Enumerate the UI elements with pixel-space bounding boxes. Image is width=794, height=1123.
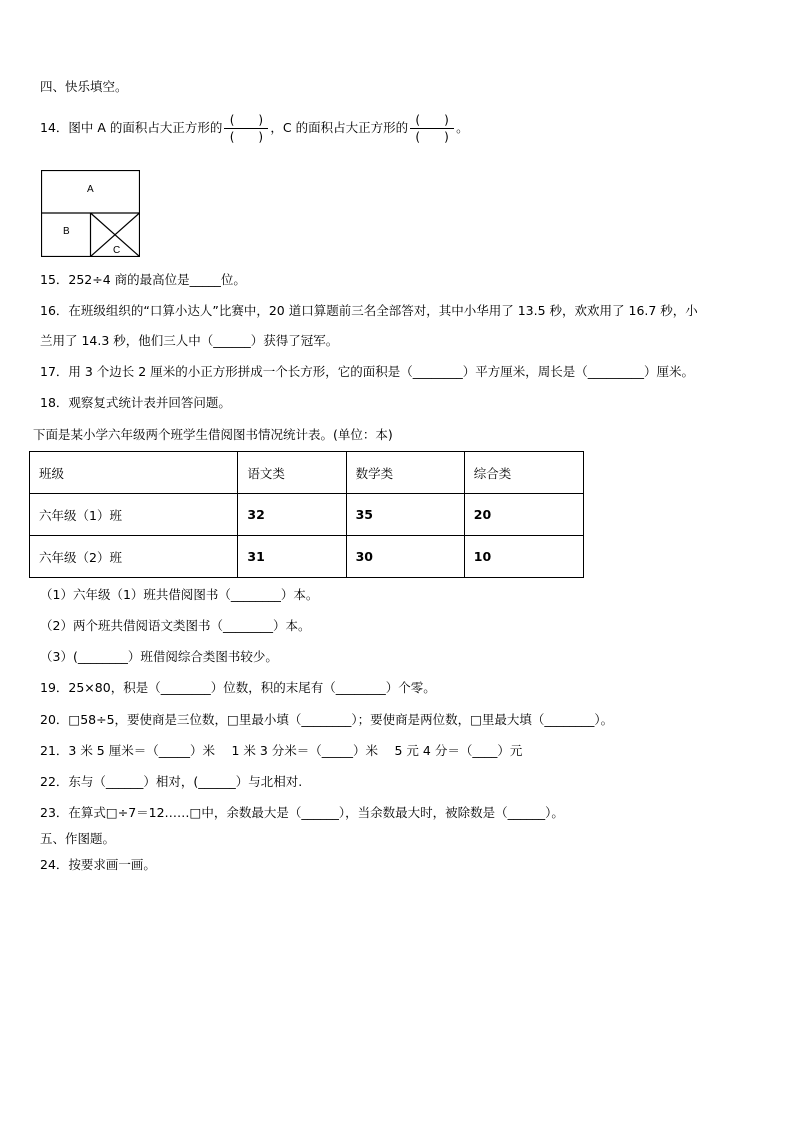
question-18-1: （1）六年级（1）班共借阅图书（________）本。 bbox=[40, 587, 319, 602]
table-row bbox=[30, 494, 584, 536]
header-chinese: 语文类 bbox=[238, 452, 346, 494]
table-header-row bbox=[30, 452, 584, 494]
cell-value: 35 bbox=[346, 494, 464, 536]
figure-label-c: C bbox=[113, 245, 121, 256]
fraction-bar bbox=[224, 128, 268, 129]
cell-value: 30 bbox=[346, 536, 464, 578]
question-16-line-2: 兰用了 14.3 秒，他们三人中（______）获得了冠军。 bbox=[40, 333, 339, 348]
header-general: 综合类 bbox=[464, 452, 583, 494]
figure-label-b: B bbox=[63, 226, 70, 237]
question-23: 23．在算式□÷7＝12……□中，余数最大是（______），当余数最大时，被除数是（______）。 bbox=[40, 805, 564, 820]
stats-table bbox=[29, 451, 584, 578]
row-class: 六年级（2）班 bbox=[30, 536, 238, 578]
question-18: 18．观察复式统计表并回答问题。 bbox=[40, 395, 231, 410]
section-5-title: 五、作图题。 bbox=[40, 831, 116, 846]
square-figure bbox=[41, 170, 140, 257]
header-math: 数学类 bbox=[346, 452, 464, 494]
cell-value: 32 bbox=[238, 494, 346, 536]
section-4-title: 四、快乐填空。 bbox=[40, 79, 128, 94]
table-row bbox=[30, 536, 584, 578]
header-class: 班级 bbox=[30, 452, 238, 494]
question-22: 22．东与（______）相对，(______）与北相对. bbox=[40, 774, 303, 789]
fraction-numerator: ( ) bbox=[229, 113, 264, 127]
fraction-numerator: ( ) bbox=[415, 113, 449, 127]
q14-text-1: 14．图中 A 的面积占大正方形的 bbox=[40, 120, 223, 135]
question-19: 19．25×80，积是（________）位数，积的末尾有（________）个零。 bbox=[40, 680, 436, 695]
question-24: 24．按要求画一画。 bbox=[40, 857, 156, 872]
question-14 bbox=[40, 108, 469, 148]
question-18-2: （2）两个班共借阅语文类图书（________）本。 bbox=[40, 618, 311, 633]
table-caption: 下面是某小学六年级两个班学生借阅图书情况统计表。(单位：本) bbox=[33, 427, 393, 442]
cell-value: 20 bbox=[464, 494, 583, 536]
q14-fraction-2 bbox=[410, 113, 454, 144]
cell-value: 10 bbox=[464, 536, 583, 578]
question-16-line-1: 16．在班级组织的“口算小达人”比赛中，20 道口算题前三名全部答对，其中小华用了 13.5 秒，欢欢用了 16.7 秒，小 bbox=[40, 303, 698, 318]
question-15: 15．252÷4 商的最高位是_____位。 bbox=[40, 272, 246, 287]
question-18-3: （3）(________）班借阅综合类图书较少。 bbox=[40, 649, 278, 664]
fraction-denominator: ( ) bbox=[229, 130, 264, 144]
fraction-bar bbox=[410, 128, 454, 129]
question-21: 21．3 米 5 厘米＝（_____）米 1 米 3 分米＝（_____）米 5 元 4 分＝（____）元 bbox=[40, 743, 523, 758]
cell-value: 31 bbox=[238, 536, 346, 578]
row-class: 六年级（1）班 bbox=[30, 494, 238, 536]
q14-text-end: 。 bbox=[456, 120, 469, 135]
question-20: 20．□58÷5，要使商是三位数，□里最小填（________）；要使商是两位数，□里最大填（________）。 bbox=[40, 712, 614, 727]
question-17: 17．用 3 个边长 2 厘米的小正方形拼成一个长方形，它的面积是（________）平方厘米，周长是（_________）厘米。 bbox=[40, 364, 694, 379]
figure-label-a: A bbox=[87, 184, 94, 195]
q14-fraction-1 bbox=[224, 113, 268, 144]
q14-text-2: ，C 的面积占大正方形的 bbox=[270, 120, 409, 135]
fraction-denominator: ( ) bbox=[415, 130, 449, 144]
